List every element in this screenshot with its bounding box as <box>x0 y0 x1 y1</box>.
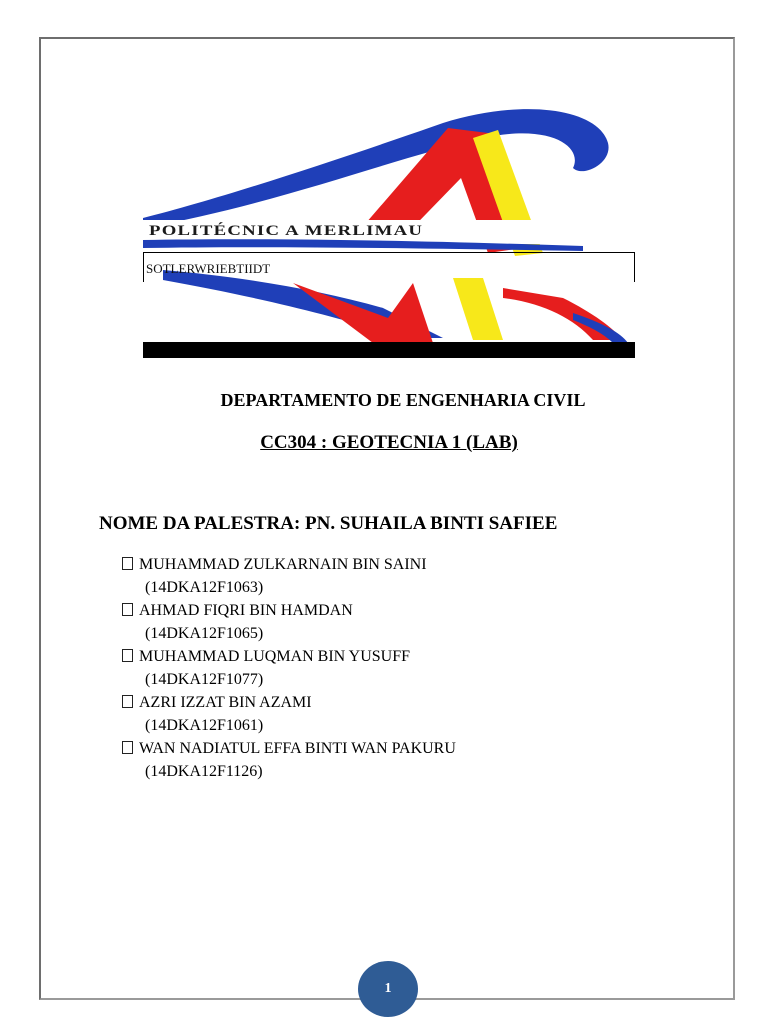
checkbox-bullet-icon <box>122 741 133 754</box>
checkbox-bullet-icon <box>122 695 133 708</box>
member-id: (14DKA12F1126) <box>145 763 263 780</box>
lecturer-name: NOME DA PALESTRA: PN. SUHAILA BINTI SAFIEE <box>99 513 558 534</box>
list-item <box>122 737 456 783</box>
member-name: MUHAMMAD ZULKARNAIN BIN SAINI <box>139 556 427 573</box>
politeknik-logo <box>143 88 635 358</box>
list-item <box>122 553 456 599</box>
member-name: MUHAMMAD LUQMAN BIN YUSUFF <box>139 648 410 665</box>
institution-name: POLITÉCNIC A MERLIMAU <box>149 223 424 239</box>
member-list <box>122 553 456 783</box>
checkbox-bullet-icon <box>122 603 133 616</box>
member-id: (14DKA12F1065) <box>145 625 264 642</box>
member-id: (14DKA12F1063) <box>145 579 264 596</box>
list-item <box>122 599 456 645</box>
member-id: (14DKA12F1077) <box>145 671 264 688</box>
member-name: WAN NADIATUL EFFA BINTI WAN PAKURU <box>139 740 456 757</box>
checkbox-bullet-icon <box>122 649 133 662</box>
member-name: AHMAD FIQRI BIN HAMDAN <box>139 602 353 619</box>
checkbox-bullet-icon <box>122 557 133 570</box>
course-title: CC304 : GEOTECNIA 1 (LAB) <box>260 432 518 453</box>
list-item <box>122 691 456 737</box>
member-name: AZRI IZZAT BIN AZAMI <box>139 694 312 711</box>
list-item <box>122 645 456 691</box>
department-title: DEPARTAMENTO DE ENGENHARIA CIVIL <box>220 390 586 410</box>
page-number-badge: 1 <box>358 961 418 1017</box>
logo-subtitle: SOTLERWRIEBTIIDT <box>146 261 271 276</box>
member-id: (14DKA12F1061) <box>145 717 264 734</box>
